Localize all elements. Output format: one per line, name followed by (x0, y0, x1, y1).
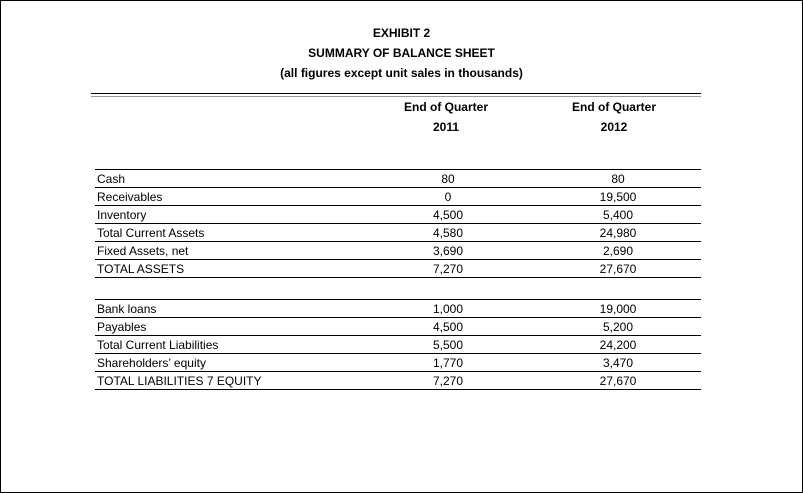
row-rule (95, 389, 701, 390)
column-header-2012-line1: End of Quarter (571, 100, 656, 114)
table-row (95, 260, 701, 278)
column-header-2011-line1: End of Quarter (403, 100, 488, 114)
value-2011: 7,270 (432, 374, 464, 388)
exhibit-title: EXHIBIT 2 (372, 26, 431, 40)
value-2012: 27,670 (599, 374, 637, 388)
value-2012: 80 (611, 172, 625, 186)
column-header-2011-year: 2011 (432, 120, 460, 134)
value-2011: 7,270 (432, 262, 464, 276)
row-label: Cash (97, 172, 126, 186)
value-2012: 5,200 (602, 320, 634, 334)
table-row (95, 336, 701, 354)
table-row (95, 300, 701, 318)
table-row (95, 224, 701, 242)
value-2011: 4,580 (432, 226, 464, 240)
exhibit-note: (all figures except unit sales in thousands) (280, 66, 523, 80)
exhibit-subtitle: SUMMARY OF BALANCE SHEET (308, 46, 495, 60)
value-2012: 19,000 (599, 302, 637, 316)
header-rule (91, 93, 701, 94)
value-2012: 24,980 (599, 226, 637, 240)
row-label: Total Current Assets (97, 226, 205, 240)
row-label: Inventory (97, 208, 147, 222)
row-label: TOTAL LIABILITIES 7 EQUITY (97, 374, 262, 388)
value-2012: 5,400 (602, 208, 634, 222)
value-2011: 1,770 (432, 356, 464, 370)
row-label: Shareholders’ equity (97, 356, 206, 370)
row-label: Payables (97, 320, 147, 334)
row-label: TOTAL ASSETS (97, 262, 185, 276)
row-label: Fixed Assets, net (97, 244, 189, 258)
value-2011: 0 (444, 190, 452, 204)
assets-table (95, 170, 701, 278)
value-2012: 3,470 (602, 356, 634, 370)
row-rule (95, 277, 701, 278)
table-row (95, 354, 701, 372)
table-row (95, 188, 701, 206)
value-2012: 27,670 (599, 262, 637, 276)
table-row (95, 242, 701, 260)
value-2011: 3,690 (432, 244, 464, 258)
value-2012: 2,690 (602, 244, 634, 258)
table-row (95, 170, 701, 188)
value-2011: 1,000 (432, 302, 464, 316)
value-2011: 80 (441, 172, 455, 186)
column-header-2012-year: 2012 (600, 120, 628, 134)
liabilities-table (95, 300, 701, 390)
value-2012: 19,500 (599, 190, 637, 204)
table-row (95, 372, 701, 390)
row-label: Total Current Liabilities (97, 338, 219, 352)
value-2011: 5,500 (432, 338, 464, 352)
table-row (95, 318, 701, 336)
table-row (95, 206, 701, 224)
row-label: Bank loans (97, 302, 157, 316)
row-label: Receivables (97, 190, 163, 204)
value-2011: 4,500 (432, 208, 464, 222)
value-2012: 24,200 (599, 338, 637, 352)
value-2011: 4,500 (432, 320, 464, 334)
